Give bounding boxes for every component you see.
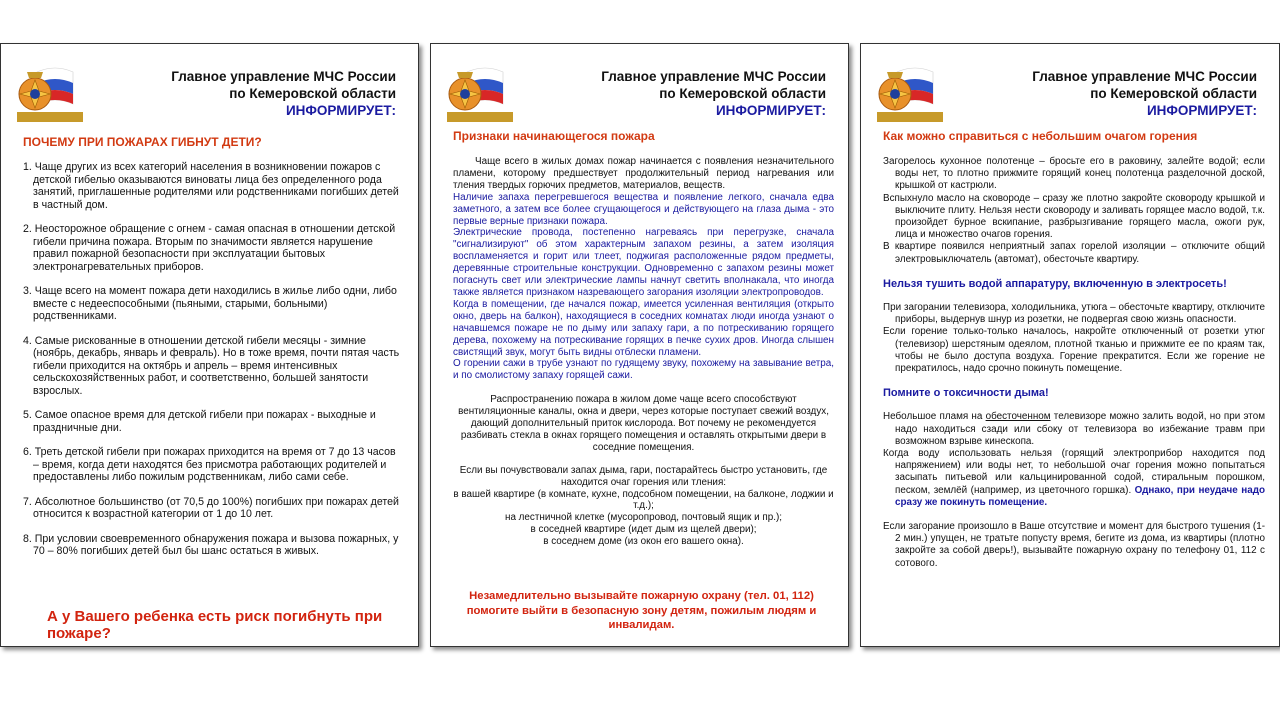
tip-paragraph: Загорелось кухонное полотенце – бросьте его в раковину, залейте водой; если воды нет, то плотно прижмите горящий конец полотенца разделочной доской, крышкой от кастрюли.	[883, 156, 1265, 192]
smell-checklist	[453, 465, 834, 548]
soda-paragraph	[883, 448, 1265, 509]
leaflet-title: ПОЧЕМУ ПРИ ПОЖАРАХ ГИБНУТ ДЕТИ?	[23, 135, 262, 149]
header-block	[601, 68, 826, 119]
smell-line: в соседней квартире (идет дым из щелей двери);	[530, 524, 757, 536]
smell-line: в соседнем доме (из окон его вашего окна).	[543, 536, 744, 548]
tip-paragraph: Вспыхнуло масло на сковороде – сразу же плотно закройте сковороду крышкой и выключите плиту. Нельзя нести сковороду и заливать горящее масло водой, т.к. произойдет бурное вскипание, разбрызгивание горящего масла, ожоги рук, лица и множество очагов горения.	[883, 192, 1265, 241]
list-item: 4. Самые рискованные в отношении детской гибели месяцы - зимние (ноябрь, декабрь, январь и февраль). Но в тоже время, почти пятая часть гибели приходится на октябрь и апрель – время интенсивных сельскохозяйственных работ, и соответственно, большей занятости взрослых.	[23, 334, 400, 397]
header-line1: Главное управление МЧС России	[171, 69, 396, 84]
header-informs: ИНФОРМИРУЕТ:	[285, 103, 396, 118]
intro-paragraph: Чаще всего в жилых домах пожар начинается с появления незначительного пламени, которому предшествует продолжительный период нагревания или тления твердых горючих предметов, материалов, веществ.	[453, 156, 834, 191]
warning-subtitle: Нельзя тушить водой аппаратуру, включенную в электросеть!	[883, 277, 1227, 290]
header-line2: по Кемеровской области	[659, 86, 826, 101]
blue-paragraph: Электрические провода, постепенно нагреваясь при перегрузке, сначала "сигнализируют" об этом характерным запахом резины, а затем изоляция воспламеняется и горит или тлеет, поджигая расположенные рядом предметы, деревянные строительные конструкции. Одновременно с запахом резины может погаснуть свет или электрические лампы начнут светить вполнакала, что иногда также является признаком назревающего загорания изоляции электропроводов.	[453, 227, 834, 298]
blue-paragraph: Когда в помещении, где начался пожар, имеется усиленная вентиляция (открыто окно, дверь на балкон), находящиеся в соседних комнатах люди иногда узнают о начавшемся пожаре не по дыму или запаху гари, а по потрескиванию горящего дерева, похожему на потрескивание горящих в печке сухих дров. Иногда слышен свистящий звук, могут быть видны отблески пламени.	[453, 298, 834, 358]
smoke-subtitle: Помните о токсичности дыма!	[883, 387, 1049, 400]
header-line2: по Кемеровской области	[1090, 86, 1257, 101]
blue-paragraph: Наличие запаха перегревшегося вещества и появление легкого, сначала едва заметного, а затем все более сгущающегося и действующего на глаза дыма - это первые верные признаки пожара.	[453, 191, 834, 227]
list-item: 8. При условии своевременного обнаружения пожара и вызова пожарных, у 70 – 80% погибших детей был бы шанс остаться в живых.	[23, 532, 399, 557]
tip-paragraph: При загорании телевизора, холодильника, утюга – обесточьте квартиру, отключите приборы, выдернув шнур из розетки, не подвергая свою жизнь опасности.	[883, 302, 1265, 326]
header-line1: Главное управление МЧС России	[601, 69, 826, 84]
fire-signs-text	[453, 156, 834, 548]
list-item: 3. Чаще всего на момент пожара дети находились в жилье либо одни, либо вместе с недееспособными (пьяными, старыми, больными) родственниками.	[23, 285, 397, 322]
leave-room-warning: Однако, при неудаче надо сразу же покинуть помещение.	[895, 484, 1265, 508]
list-item: 2. Неосторожное обращение с огнем - самая опасная в отношении детской гибели причина пожара. Вторым по значимости является нарушение правил пожарной безопасности при эксплуатации бытовых электронагревательных приборов.	[23, 223, 396, 273]
tv-text-post: телевизоре можно залить водой, но при этом надо находиться сзади или сбоку от телевизора во избежание травм при возможном взрыве кинескопа.	[895, 411, 1265, 447]
tip-paragraph: Если горение только-только началось, накройте отключенный от розетки утюг (телевизор) шерстяным одеялом, плотной тканью и прижмите ее по краям так, чтобы не было доступа воздуха. Горение прекратится. Если же горение не прекратилось, надо срочно покинуть помещение.	[883, 326, 1265, 375]
leaflet-title: Признаки начинающегося пожара	[453, 129, 655, 143]
mchs-emblem-icon	[445, 58, 515, 128]
mchs-emblem-icon	[875, 58, 945, 128]
absence-paragraph: Если загорание произошло в Ваше отсутствие и момент для быстрого тушения (1-2 мин.) упущен, не тратьте попусту время, бегите из дома, из квартиры (плотно закройте за собой дверь!), вызывайте пожарную охрану по телефону 01, 112 с сотового.	[883, 521, 1265, 569]
numbered-list	[23, 161, 404, 570]
header-line2: по Кемеровской области	[229, 86, 396, 101]
header-informs: ИНФОРМИРУЕТ:	[715, 103, 826, 118]
blue-paragraph: О горении сажи в трубе узнают по гудящему звуку, похожему на завывание ветра, и по смолистому запаху горящей сажи.	[453, 358, 834, 382]
header-block	[1032, 68, 1257, 119]
soda-text: Когда воду использовать нельзя (горящий электроприбор находится под напряжением) или воды нет, то небольшой очаг горения можно попытаться засыпать питьевой или кальцинированной содой, стиральным порошком, песком, землёй (например, из цветочного горшка).	[883, 448, 1265, 496]
header-block	[171, 68, 396, 119]
leaflet-children-fire-deaths	[0, 43, 419, 647]
list-item: 7. Абсолютное большинство (от 70,5 до 100%) погибших при пожарах детей относится к возрастной категории от 1 до 10 лет.	[23, 495, 399, 520]
small-fire-text	[883, 156, 1265, 570]
tv-paragraph	[883, 411, 1265, 448]
underlined-word: обесточенном	[985, 411, 1051, 423]
smell-line: на лестничной клетке (мусоропровод, почтовый ящик и пр.);	[504, 512, 782, 524]
leaflet-fire-signs	[430, 43, 849, 647]
smell-line: в вашей квартире (в комнате, кухне, подсобном помещении, на балконе, лоджии и т.д.);	[453, 488, 834, 512]
list-item: 6. Треть детской гибели при пожарах приходится на время от 7 до 13 часов – время, когда дети находятся без присмотра работающих родителей и предоставлены либо пожилым родственникам, либо сами себе.	[23, 446, 396, 483]
ventilation-paragraph: Распространению пожара в жилом доме чаще всего способствуют вентиляционные каналы, окна и двери, через которые поступает свежий воздух, дающий дополнительный приток кислорода. Вот почему не рекомендуется разбивать стекла в окнах горящего помещения и оставлять открытыми двери в соседние помещения.	[458, 394, 829, 453]
leaflet-small-fire	[860, 43, 1280, 647]
header-line1: Главное управление МЧС России	[1032, 69, 1257, 84]
leaflet-title: Как можно справиться с небольшим очагом горения	[883, 129, 1198, 143]
tip-paragraph: В квартире появился неприятный запах горелой изоляции – отключите общий электровыключатель (автомат), обесточьте квартиру.	[883, 241, 1265, 265]
header-informs: ИНФОРМИРУЕТ:	[1146, 103, 1257, 118]
tv-text-pre: Небольшое пламя на	[883, 411, 986, 423]
list-item: 5. Самое опасное время для детской гибели при пожарах - выходные и праздничные дни.	[23, 409, 376, 434]
mchs-emblem-icon	[15, 58, 85, 128]
risk-question: А у Вашего ребенка есть риск погибнуть при пожаре?	[47, 608, 383, 642]
smell-line: Если вы почувствовали запах дыма, гари, постарайтесь быстро установить, где находится очаг горения или тления:	[459, 464, 828, 488]
list-item: 1. Чаще других из всех категорий населения в возникновении пожаров с детской гибелью оказываются виноваты лица без определенного рода занятий, приглашенные родителями или родственниками погибших детей в частный дом.	[23, 161, 399, 211]
call-fire-service: Незамедлительно вызывайте пожарную охрану (тел. 01, 112) помогите выйти в безопасную зону детям, пожилым людям и инвалидам.	[466, 590, 817, 631]
